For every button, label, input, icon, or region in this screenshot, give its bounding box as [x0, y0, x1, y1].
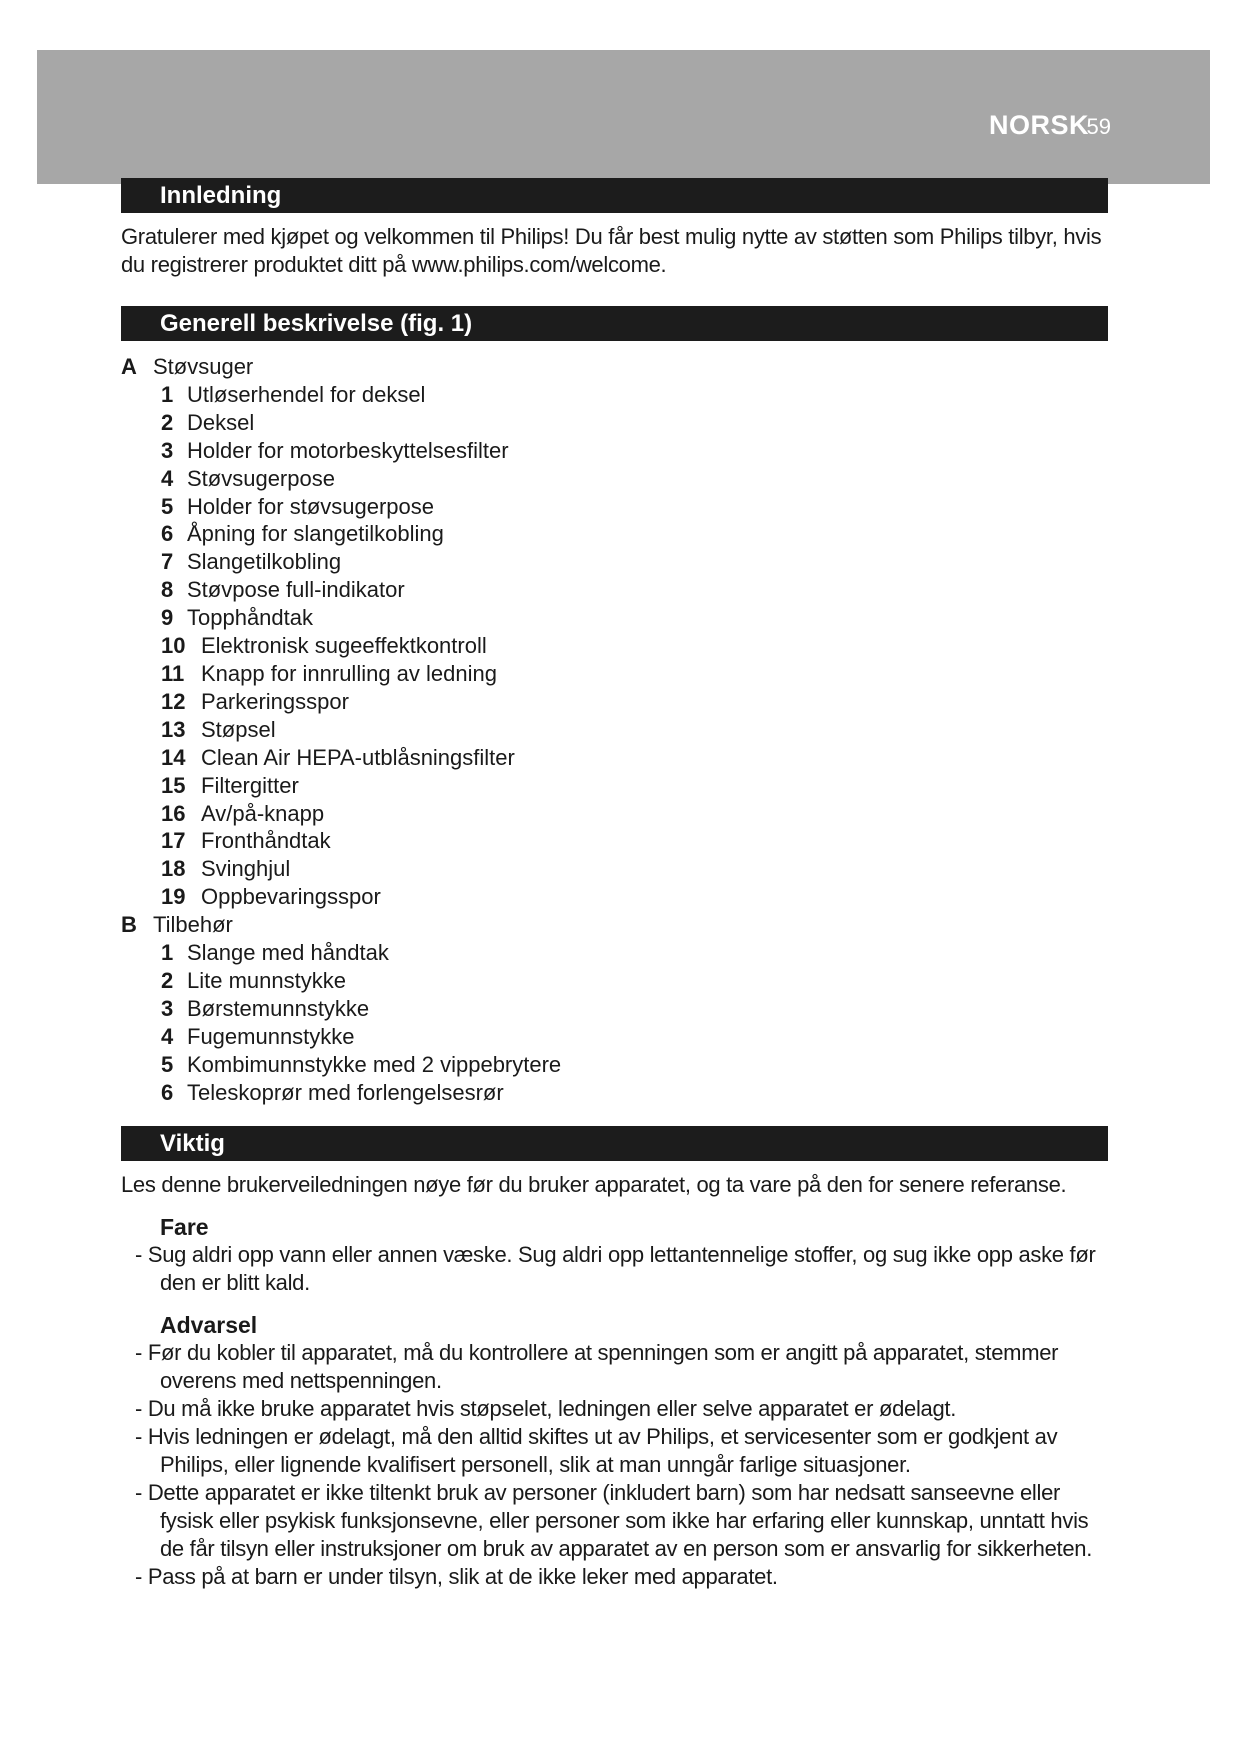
item-number: 16 — [161, 800, 186, 826]
item-number: 1 — [161, 381, 174, 407]
item-number: 11 — [161, 660, 185, 686]
list-item — [121, 409, 1108, 437]
item-label: Lite munnstykke — [187, 967, 346, 993]
list-item — [121, 855, 1108, 883]
list-item — [121, 995, 1108, 1023]
item-number: 10 — [161, 633, 186, 659]
group-row — [121, 353, 1108, 381]
item-label: Slange med håndtak — [187, 940, 389, 966]
item-number: 7 — [161, 549, 174, 575]
bullet-item: - Pass på at barn er under tilsyn, slik at de ikke leker med apparatet. — [135, 1564, 778, 1590]
item-label: Holder for motorbeskyttelsesfilter — [187, 437, 509, 463]
list-item — [121, 688, 1108, 716]
list-item — [121, 381, 1108, 409]
item-number: 17 — [161, 828, 186, 854]
item-number: 12 — [161, 688, 186, 714]
list-item — [121, 465, 1108, 493]
group-label: Tilbehør — [153, 912, 233, 938]
list-item — [121, 493, 1108, 521]
item-number: 2 — [161, 409, 174, 435]
item-number: 14 — [161, 744, 186, 770]
list-item — [121, 548, 1108, 576]
item-label: Elektronisk sugeeffektkontroll — [201, 633, 487, 659]
item-label: Clean Air HEPA-utblåsningsfilter — [201, 744, 515, 770]
intro-paragraph: Gratulerer med kjøpet og velkommen til Philips! Du får best mulig nytte av støtten som Philips tilbyr, hvis du registrerer produktet ditt på www.philips.com/welcome. — [121, 224, 1102, 277]
description-list — [121, 353, 1108, 1106]
danger-title: Fare — [160, 1214, 209, 1241]
list-item — [121, 716, 1108, 744]
item-label: Børstemunnstykke — [187, 995, 370, 1021]
item-label: Åpning for slangetilkobling — [187, 521, 444, 547]
bullet-item: - Dette apparatet er ikke tiltenkt bruk av personer (inkludert barn) som har nedsatt sanseevne eller fysisk eller psykisk funksjonsevne, eller personer som ikke har erfaring eller kunnskap, unntatt hvis de får tilsyn eller instruksjoner om bruk av apparatet av en person som er ansvarlig for sikkerheten. — [135, 1480, 1093, 1562]
item-number: 13 — [161, 716, 186, 742]
item-number: 5 — [161, 493, 174, 519]
list-item — [121, 604, 1108, 632]
item-number: 9 — [161, 605, 174, 631]
item-label: Støvpose full-indikator — [187, 577, 405, 603]
item-label: Svinghjul — [201, 856, 291, 882]
list-item — [121, 520, 1108, 548]
item-label: Parkeringsspor — [201, 688, 349, 714]
item-number: 3 — [161, 437, 174, 463]
item-label: Av/på-knapp — [201, 800, 325, 826]
item-number: 3 — [161, 995, 174, 1021]
list-item — [121, 660, 1108, 688]
group-letter: A — [121, 354, 137, 379]
list-item — [121, 744, 1108, 772]
section-heading-important: Viktig — [121, 1126, 1108, 1161]
list-item — [121, 1023, 1108, 1051]
item-label: Holder for støvsugerpose — [187, 493, 434, 519]
item-number: 4 — [161, 465, 174, 491]
item-number: 19 — [161, 884, 186, 910]
item-number: 6 — [161, 521, 174, 547]
list-item — [121, 772, 1108, 800]
item-number: 1 — [161, 940, 174, 966]
item-label: Fugemunnstykke — [187, 1023, 355, 1049]
item-number: 8 — [161, 577, 174, 603]
item-number: 6 — [161, 1079, 174, 1105]
bullet-item: - Sug aldri opp vann eller annen væske. Sug aldri opp lettantennelige stoffer, og sug ikke opp aske før den er blitt kald. — [135, 1242, 1096, 1296]
group-letter: B — [121, 912, 137, 938]
item-label: Støpsel — [201, 716, 276, 742]
item-label: Teleskoprør med forlengelsesrør — [187, 1079, 504, 1105]
item-label: Fronthåndtak — [201, 828, 331, 854]
list-item — [121, 939, 1108, 967]
important-paragraph: Les denne brukerveiledningen nøye før du bruker apparatet, og ta vare på den for senere referanse. — [121, 1172, 1067, 1198]
list-item — [121, 883, 1108, 911]
item-label: Oppbevaringsspor — [201, 884, 381, 910]
header-language: NORSK — [988, 110, 1089, 140]
bullet-item: - Før du kobler til apparatet, må du kontrollere at spenningen som er angitt på apparatet, stemmer overens med nettspenningen. — [135, 1340, 1059, 1394]
group-label: Støvsuger — [153, 354, 254, 379]
item-number: 15 — [161, 772, 186, 798]
item-label: Støvsugerpose — [187, 465, 335, 491]
warning-list — [121, 1339, 1108, 1591]
list-item — [121, 632, 1108, 660]
page-content — [121, 178, 1108, 1591]
list-item — [121, 967, 1108, 995]
item-number: 4 — [161, 1023, 174, 1049]
item-label: Utløserhendel for deksel — [187, 381, 426, 407]
section-heading-intro: Innledning — [121, 178, 1108, 213]
warning-title: Advarsel — [160, 1312, 258, 1339]
section-heading-description: Generell beskrivelse (fig. 1) — [121, 306, 1108, 341]
item-label: Knapp for innrulling av ledning — [201, 660, 497, 686]
bullet-item: - Du må ikke bruke apparatet hvis støpselet, ledningen eller selve apparatet er ødelagt. — [135, 1396, 957, 1422]
item-label: Deksel — [187, 409, 255, 435]
item-label: Slangetilkobling — [187, 549, 342, 575]
group-row — [121, 911, 1108, 939]
item-label: Filtergitter — [201, 772, 299, 798]
item-number: 2 — [161, 967, 174, 993]
danger-list — [121, 1241, 1108, 1297]
list-item — [121, 576, 1108, 604]
item-label: Kombimunnstykke med 2 vippebrytere — [187, 1051, 562, 1077]
item-number: 5 — [161, 1051, 174, 1077]
bullet-item: - Hvis ledningen er ødelagt, må den alltid skiftes ut av Philips, et servicesenter som er godkjent av Philips, eller lignende kvalifisert personell, slik at man unngår farlige situasjoner. — [135, 1424, 1058, 1478]
list-item — [121, 1051, 1108, 1079]
list-item — [121, 800, 1108, 828]
item-label: Topphåndtak — [187, 605, 313, 631]
item-number: 18 — [161, 856, 186, 882]
list-item — [121, 437, 1108, 465]
list-item — [121, 827, 1108, 855]
list-item — [121, 1079, 1108, 1107]
page-number: 59 — [1086, 114, 1111, 139]
